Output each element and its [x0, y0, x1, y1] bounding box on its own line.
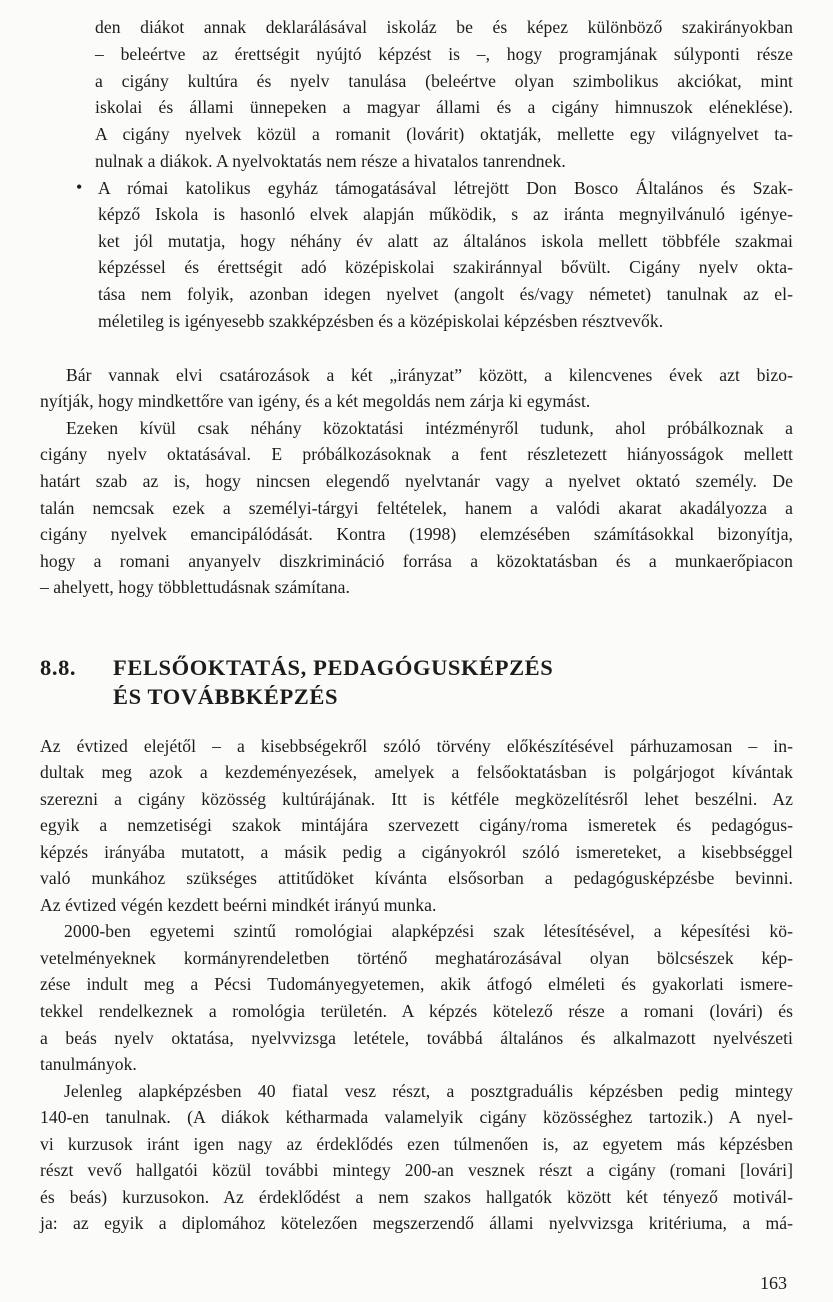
text-line: – beleértve az érettségit nyújtó képzést is –, hogy programjának súlyponti része [95, 44, 793, 64]
text-line: tanulmányok. [40, 1054, 137, 1074]
section-title-line: ÉS TOVÁBBKÉPZÉS [113, 684, 339, 709]
page-number: 163 [760, 1273, 787, 1293]
text-line: hogy a romani anyanyelv diszkrimináció forrása a közoktatásban és a munkaerőpiacon [40, 551, 793, 571]
text-line: egyik a nemzetiségi szakok mintájára szervezett cigány/roma ismeretek és pedagógus- [40, 815, 793, 835]
text-line: cigány nyelvek emancipálódását. Kontra (1998) elemzésében számításokkal bizonyítja, [40, 524, 793, 544]
text-line: ja: az egyik a diplomához kötelezően megszerzendő állami nyelvvizsga kritériuma, a má- [40, 1213, 793, 1233]
text-line: a beás nyelv oktatása, nyelvvizsga letétele, továbbá általános és alkalmazott nyelvészeti [40, 1028, 793, 1048]
text-line: Az évtized végén kezdett beérni mindkét irányú munka. [40, 895, 437, 915]
text-line: den diákot annak deklarálásával iskoláz be és képez különböző szakirányokban [95, 17, 793, 37]
text-line: Jelenleg alapképzésben 40 fiatal vesz részt, a posztgraduális képzésben pedig mintegy [64, 1081, 793, 1101]
text-line: tása nem folyik, azonban idegen nyelvet (angolt és/vagy németet) tanulnak az el- [98, 284, 793, 304]
text-line: talán nemcsak ezek a személyi-tárgyi feltételek, hanem a valódi akarat akadályozza a [40, 498, 793, 518]
section-title-line: FELSŐOKTATÁS, PEDAGÓGUSKÉPZÉS [113, 655, 554, 680]
text-line: 140-en tanulnak. (A diákok kétharmada valamelyik cigány közösséghez tartozik.) A nyel- [40, 1107, 793, 1127]
text-line: részt vevő hallgatói közül további mintegy 200-an vesznek részt a cigány (romani [lovári] [40, 1160, 793, 1180]
text-line: zése indult meg a Pécsi Tudományegyetemen, akik átfogó elméleti és gyakorlati ismere- [40, 974, 793, 994]
text-line: képzéssel és érettségit adó középiskolai szakiránnyal bővült. Cigány nyelv okta- [98, 257, 793, 277]
text-line: Ezeken kívül csak néhány közoktatási intézményről tudunk, ahol próbálkoznak a [66, 418, 793, 438]
bullet-marker: • [76, 177, 83, 197]
text-line: szerezni a cigány közösség kultúrájának. Itt is kétféle megközelítésről lehet beszélni. Az [40, 789, 793, 809]
text-line: 2000-ben egyetemi szintű romológiai alapképzési szak létesítésével, a képesítési kö- [64, 921, 793, 941]
text-line: nulnak a diákok. A nyelvoktatás nem része a hivatalos tanrendnek. [95, 151, 566, 171]
text-line: ket jól mutatja, hogy néhány év alatt az általános iskola mellett többféle szakmai [98, 231, 793, 251]
section-number: 8.8. [40, 655, 77, 680]
text-line: iskolai és állami ünnepeken a magyar állami és a cigány himnuszok eléneklése). [95, 97, 793, 117]
text-line: cigány nyelv oktatásával. E próbálkozásoknak a fent részletezett hiányosságok mellett [40, 444, 793, 464]
text-line: nyítják, hogy mindkettőre van igény, és a két megoldás nem zárja ki egymást. [40, 391, 591, 411]
text-line: vetelményeknek kormányrendeletben történő meghatározásával olyan bölcsészek kép- [40, 948, 793, 968]
text-line: – ahelyett, hogy többlettudásnak számítana. [40, 577, 350, 597]
text-line: való munkához szükséges attitűdöket kívánta elsősorban a pedagógusképzésbe bevinni. [40, 868, 793, 888]
text-line: tekkel rendelkeznek a romológia területén. A képzés kötelező része a romani (lovári) és [40, 1001, 793, 1021]
text-line: vi kurzusok iránt igen nagy az érdeklődés ezen túlmenően is, az egyetem más képzésben [40, 1134, 793, 1154]
text-line: határt szab az is, hogy nincsen elegendő nyelvtanár vagy a nyelvet oktató személy. De [40, 471, 793, 491]
text-line: méletileg is igényesebb szakképzésben és a középiskolai képzésben résztvevők. [98, 311, 664, 331]
text-line: a cigány kultúra és nyelv tanulása (beleértve olyan szimbolikus akciókat, mint [95, 71, 793, 91]
text-line: képzés irányába mutatott, a másik pedig a cigányokról szóló ismereteket, a kisebbséggel [40, 842, 793, 862]
text-line: dultak meg azok a kezdeményezések, amelyek a felsőoktatásban is polgárjogot kívántak [40, 762, 793, 782]
text-line: Az évtized elejétől – a kisebbségekről szóló törvény előkészítésével párhuzamosan – in- [40, 736, 793, 756]
text-line: és beás) kurzusokon. Az érdeklődést a nem szakos hallgatók között két tényező motivál- [40, 1187, 793, 1207]
text-line: A cigány nyelvek közül a romanit (lovárit) oktatják, mellette egy világnyelvet ta- [95, 124, 793, 144]
text-line: Bár vannak elvi csatározások a két „irányzat” között, a kilencvenes évek azt bizo- [66, 365, 793, 385]
text-line: A római katolikus egyház támogatásával létrejött Don Bosco Általános és Szak- [98, 178, 793, 198]
text-line: képző Iskola is hasonló elvek alapján működik, s az iránta megnyilvánuló igénye- [98, 204, 793, 224]
